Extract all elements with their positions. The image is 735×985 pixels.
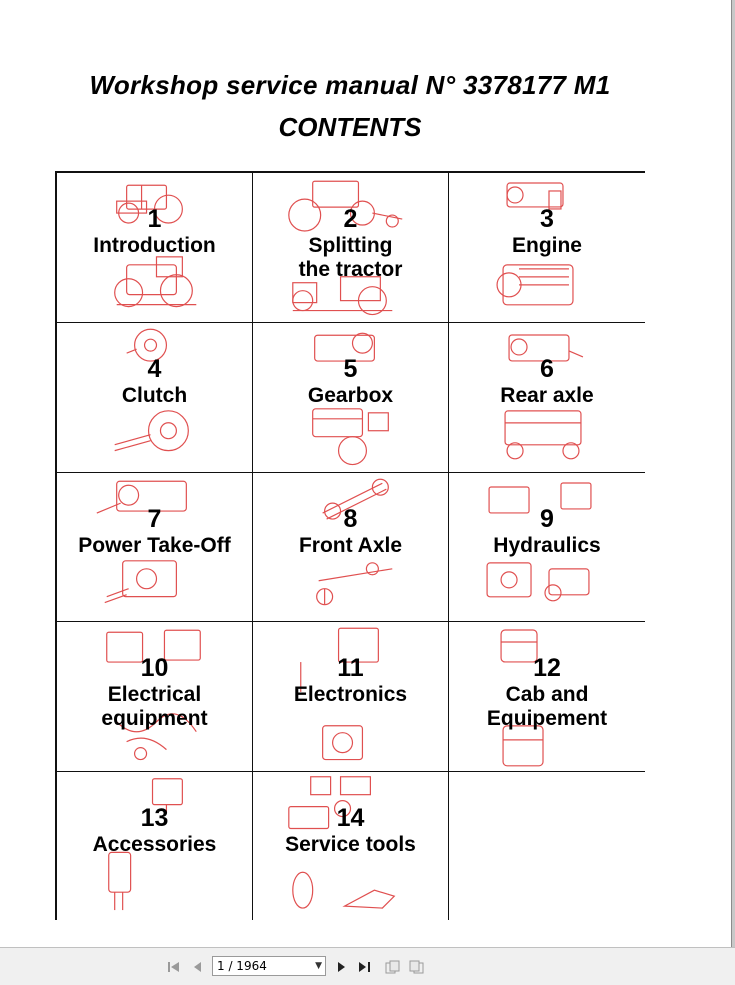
last-page-button[interactable] [356,958,374,976]
section-number: 9 [540,504,554,533]
section-number: 8 [343,504,358,533]
section-number: 11 [337,654,364,683]
section-gearbox[interactable] [253,323,448,472]
section-label: Service tools [285,833,416,857]
section-label: Power Take-Off [78,533,231,557]
previous-view-icon [383,958,401,976]
section-number: 12 [533,654,561,683]
section-number: 14 [336,804,365,833]
next-view-button[interactable] [408,958,426,976]
page-number-select[interactable] [212,956,326,976]
section-number: 5 [343,354,358,383]
first-page-icon [165,958,183,976]
first-page-button[interactable] [165,958,183,976]
section-introduction[interactable] [57,173,252,322]
page-indicator: 1 / 1964 [217,959,267,973]
section-label: Gearbox [307,383,394,407]
previous-view-button[interactable] [383,958,401,976]
section-label: Engine [511,234,582,257]
section-number: 6 [540,354,554,383]
previous-page-button[interactable] [189,958,207,976]
section-label: Accessories [92,833,217,857]
section-splitting-the-tractor[interactable] [253,173,448,322]
section-label: Hydraulics [493,533,601,557]
section-label: Electronics [293,683,408,707]
section-number: 4 [147,354,162,383]
section-number: 3 [540,205,554,233]
section-service-tools[interactable] [253,772,448,922]
section-engine[interactable] [449,173,645,322]
section-front-axle[interactable] [253,473,448,622]
section-number: 13 [140,804,169,833]
next-page-icon [333,958,351,976]
section-rear-axle[interactable] [449,323,645,472]
chevron-down-icon: ▼ [315,961,322,971]
section-number: 1 [147,205,162,233]
empty-cell [449,772,645,922]
section-electrical-equipment[interactable] [57,622,252,771]
section-label: Cab and Equipement [486,683,608,731]
section-label: Splitting the tractor [298,234,403,281]
section-number: 10 [140,654,169,683]
viewer-toolbar [0,947,735,985]
next-view-icon [408,958,426,976]
last-page-icon [356,958,374,976]
section-electronics[interactable] [253,622,448,771]
contents-heading: CONTENTS [278,112,422,142]
section-accessories[interactable] [57,772,252,922]
section-label: Rear axle [500,383,594,407]
next-page-button[interactable] [333,958,351,976]
previous-page-icon [189,958,207,976]
section-hydraulics[interactable] [449,473,645,622]
section-label: Electrical equipment [101,683,208,731]
section-label: Introduction [93,234,216,257]
section-power-take-off[interactable] [57,473,252,622]
section-number: 2 [343,205,358,233]
section-label: Clutch [121,383,188,407]
contents-grid [55,171,645,920]
section-cab-and-equipement[interactable] [449,622,645,771]
section-label: Front Axle [298,533,403,557]
section-number: 7 [147,504,162,533]
section-clutch[interactable] [57,323,252,472]
manual-title: Workshop service manual N° 3378177 M1 [89,70,611,100]
